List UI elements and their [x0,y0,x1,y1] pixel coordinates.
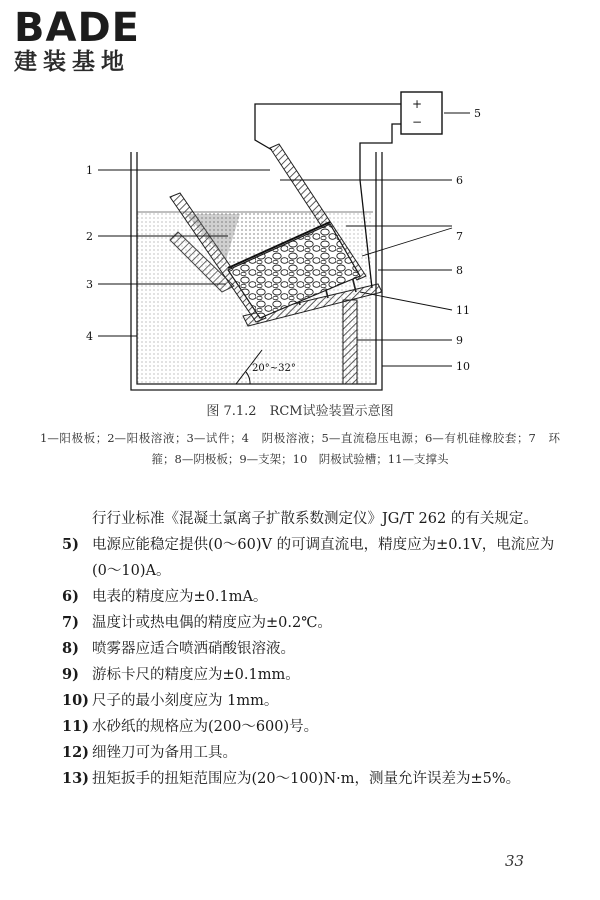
item-text: 电源应能稳定提供(0～60)V 的可调直流电，精度应为±0.1V，电流应为(0～10)A。 [92,537,555,579]
item-number: 6) [62,588,79,605]
item-number: 8) [62,640,79,657]
dc-power-supply [401,92,442,134]
item-text: 游标卡尺的精度应为±0.1mm。 [92,667,300,683]
power-minus: − [412,115,423,129]
callout-6: 6 [456,174,463,187]
list-item [62,688,562,714]
rcm-apparatus-diagram [0,0,600,400]
list-item [62,532,562,584]
callout-3: 3 [86,278,93,291]
item-text: 温度计或热电偶的精度应为±0.2℃。 [92,615,332,631]
callout-5: 5 [474,107,481,120]
power-plus: + [412,97,423,111]
item-text: 水砂纸的规格应为(200～600)号。 [92,719,319,735]
figure-legend: 1—阳极板；2—阳极溶液；3—试件；4 阴极溶液；5—直流稳压电源；6—有机硅橡胶套；7 环箍；8—阴极板；9—支架；10 阴极试验槽；11—支撑头 [40,431,560,466]
list-item [62,584,562,610]
item-number: 7) [62,614,79,631]
intro-paragraph: 行行业标准《混凝土氯离子扩散系数测定仪》JG/T 262 的有关规定。 [92,511,538,527]
item-text: 扭矩扳手的扭矩范围应为(20～100)N·m，测量允许误差为±5%。 [92,771,521,787]
list-item [62,610,562,636]
requirement-list [62,532,562,792]
item-number: 10) [62,692,90,709]
callout-8: 8 [456,264,463,277]
callout-9: 9 [456,334,463,347]
item-number: 13) [62,770,90,787]
callout-2: 2 [86,230,93,243]
list-item [62,714,562,740]
callout-11: 11 [456,304,470,317]
page-number: 33 [505,852,525,870]
item-number: 12) [62,744,90,761]
item-number: 9) [62,666,79,683]
item-number: 5) [62,536,79,553]
body-text [62,506,562,792]
callout-4: 4 [86,330,93,343]
callout-10: 10 [456,360,470,373]
list-item [62,740,562,766]
support-stand [343,300,357,384]
angle-label: 20°~32° [252,363,296,374]
list-item [62,662,562,688]
item-text: 喷雾器应适合喷洒硝酸银溶液。 [92,641,295,657]
item-text: 尺子的最小刻度应为 1mm。 [92,693,279,709]
callout-7: 7 [456,230,463,243]
logo-subtitle: 建装基地 [14,49,130,75]
logo-brand-text: BADE [14,5,140,51]
list-item [62,766,562,792]
item-text: 电表的精度应为±0.1mA。 [92,589,268,605]
list-item [62,636,562,662]
callout-1: 1 [86,164,93,177]
item-number: 11) [62,718,90,735]
item-text: 细锉刀可为备用工具。 [92,745,237,761]
figure-caption: 图 7.1.2 RCM试验装置示意图 [206,404,394,419]
